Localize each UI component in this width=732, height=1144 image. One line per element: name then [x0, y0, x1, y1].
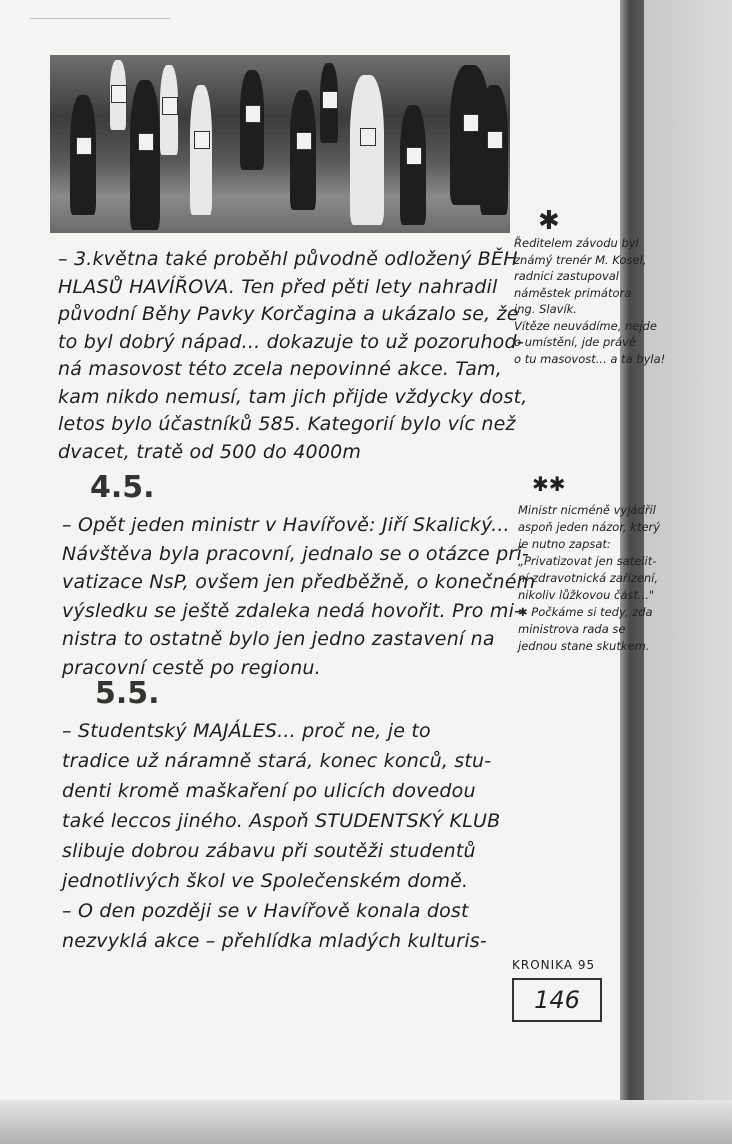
text-line: jednotlivých škol ve Společenském domě.: [62, 870, 469, 892]
text-line: nistra to ostatně bylo jen jedno zastavení na: [62, 628, 495, 650]
date-heading-5-5: 5.5.: [95, 676, 160, 711]
text-line: HLASŮ HAVÍŘOVA. Ten před pěti lety nahradil: [58, 275, 498, 298]
race-bib: [296, 132, 312, 150]
runner-figure: [290, 90, 316, 210]
text-line: Ředitelem závodu byl: [514, 236, 639, 250]
asterisk-mark-2: ✱✱: [532, 472, 566, 496]
text-line: Návštěva byla pracovní, jednalo se o otázce pri-: [62, 542, 529, 565]
race-bib: [76, 137, 92, 155]
page-bottom-shadow: [0, 1100, 732, 1144]
race-bib: [463, 114, 479, 132]
race-bib: [162, 97, 178, 115]
runner-figure: [480, 85, 508, 215]
text-line: o tu masovost... a ta byla!: [514, 351, 666, 366]
text-line: – O den později se v Havířově konala dost: [62, 900, 469, 922]
text-line: radnici zastupoval: [514, 269, 619, 283]
top-rule: [30, 18, 170, 19]
race-bib: [406, 147, 422, 165]
text-line: ing. Slavík.: [514, 302, 577, 316]
text-line: kam nikdo nemusí, tam jich přijde vždycky dost,: [58, 385, 528, 408]
runner-figure: [400, 105, 426, 225]
page-number: 146: [512, 978, 602, 1022]
text-line: ní zdravotnická zařízení,: [518, 571, 659, 585]
race-bib: [111, 85, 127, 103]
date-heading-4-5: 4.5.: [90, 470, 155, 505]
text-line: je nutno zapsat:: [518, 537, 611, 551]
asterisk-mark-1: ✱: [538, 206, 560, 236]
text-line: jednou stane skutkem.: [518, 639, 650, 653]
text-line: také leccos jiného. Aspoň STUDENTSKÝ KLUB: [62, 810, 501, 832]
runner-figure: [130, 80, 160, 230]
photo-runners: [50, 55, 510, 233]
text-line: o umístění, jde právě: [514, 335, 636, 349]
text-line: pracovní cestě po regionu.: [62, 656, 321, 679]
text-line: – Opět jeden ministr v Havířově: Jiří Skalický...: [62, 514, 510, 536]
race-bib: [322, 91, 338, 109]
runner-figure: [350, 75, 384, 225]
race-bib: [360, 128, 376, 146]
text-line: náměstek primátora: [514, 285, 632, 300]
text-line: slibuje dobrou zábavu při soutěži studentů: [62, 840, 476, 862]
text-line: ná masovost této zcela nepovinné akce. Tam,: [58, 358, 502, 380]
race-bib: [194, 131, 210, 149]
text-line: vatizace NsP, ovšem jen předběžně, o konečném: [62, 571, 536, 593]
race-bib: [138, 133, 154, 151]
text-line: „Privatizovat jen satelit-: [518, 554, 657, 568]
runner-figure: [190, 85, 212, 215]
text-line: nezvyklá akce – přehlídka mladých kulturis-: [62, 930, 487, 952]
text-line: tradice už náramně stará, konec konců, stu-: [62, 750, 492, 772]
text-line: letos bylo účastníků 585. Kategorií bylo víc než: [58, 413, 516, 435]
text-line: Vítěze neuvádíme, nejde: [514, 318, 657, 333]
text-line: denti kromě maškaření po ulicích dovedou: [62, 780, 476, 802]
text-line: původní Běhy Pavky Korčagina a ukázalo se, že: [58, 303, 519, 325]
text-line: nikoliv lůžkovou část...": [518, 588, 655, 602]
text-line: – 3.května také proběhl původně odložený BĚH: [58, 248, 518, 270]
chronicle-label: KRONIKA 95: [512, 958, 596, 972]
text-line: aspoň jeden názor, který: [518, 520, 661, 534]
text-line: známý trenér M. Kosel,: [514, 252, 647, 267]
text-line: výsledku se ještě zdaleka nedá hovořit. Pro mi-: [62, 599, 522, 622]
text-line: to byl dobrý nápad... dokazuje to už pozoruhod-: [58, 330, 524, 353]
race-bib: [487, 131, 503, 149]
text-line: dvacet, tratě od 500 do 4000m: [58, 440, 362, 463]
runner-figure: [70, 95, 96, 215]
text-line: Ministr nicméně vyjádřil: [518, 503, 656, 517]
text-line: ministrova rada se: [518, 622, 626, 636]
text-line: ✱ Počkáme si tedy, zda: [518, 605, 653, 619]
race-bib: [245, 105, 261, 123]
text-line: – Studentský MAJÁLES... proč ne, je to: [62, 720, 431, 742]
